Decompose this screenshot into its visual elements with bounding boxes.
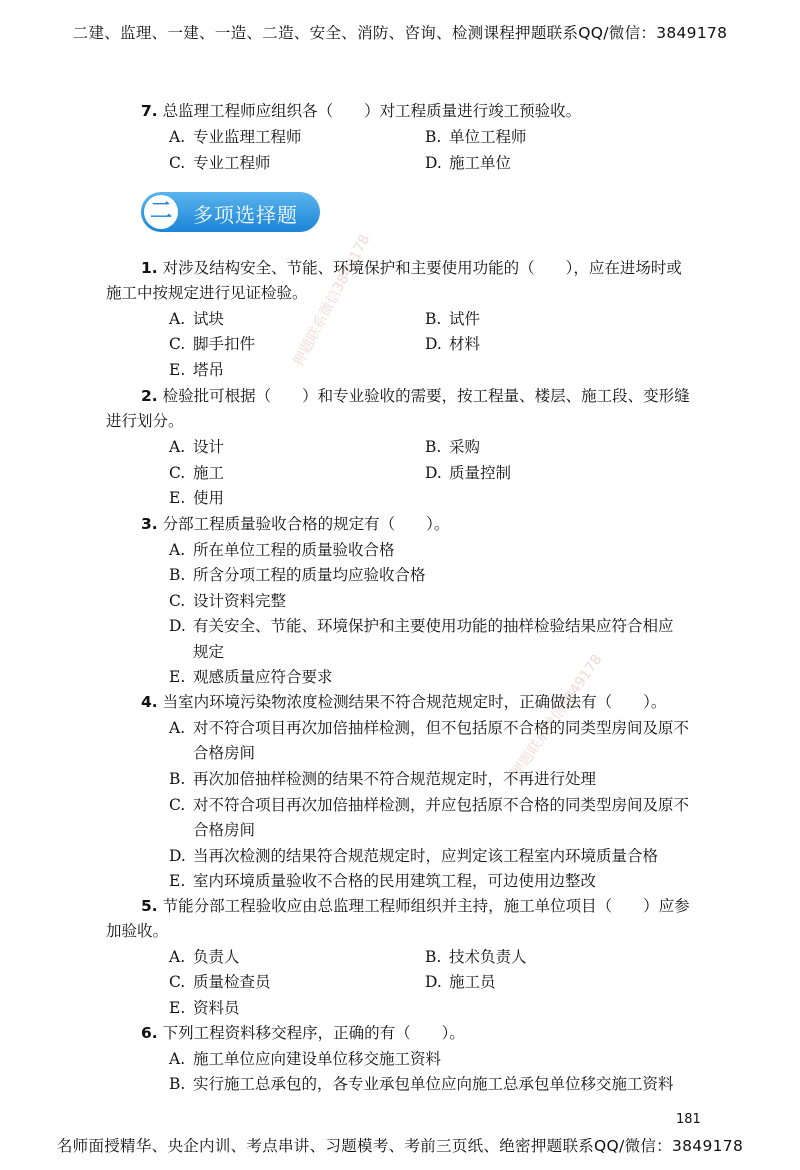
option-b: B. 再次加倍抽样检测的结果不符合规范规定时，不再进行处理 bbox=[169, 770, 597, 788]
question-7: 7. 总监理工程师应组织各（ ）对工程质量进行竣工预验收。 bbox=[141, 102, 582, 120]
option-a-continued: 合格房间 bbox=[193, 744, 256, 762]
question-text-continued: 进行划分。 bbox=[106, 412, 184, 430]
option-a: A. 施工单位应向建设单位移交施工资料 bbox=[169, 1050, 442, 1068]
question-6: 6. 下列工程资料移交程序，正确的有（ ）。 bbox=[141, 1024, 465, 1042]
page-number: 181 bbox=[676, 1112, 701, 1127]
question-text-continued: 加验收。 bbox=[106, 922, 169, 940]
question-text-continued: 施工中按规定进行见证检验。 bbox=[106, 284, 308, 302]
option-e: E. 室内环境质量验收不合格的民用建筑工程，可边使用边整改 bbox=[169, 872, 597, 890]
option-d: D. 质量控制 bbox=[425, 464, 512, 482]
option-a: A. 负责人 bbox=[169, 948, 240, 966]
option-c: C. 对不符合项目再次加倍抽样检测，并应包括原不合格的同类型房间及原不 bbox=[169, 796, 690, 814]
watermark: 押题联系微信3849178 bbox=[508, 651, 606, 781]
option-c: C. 质量检查员 bbox=[169, 973, 271, 991]
option-c-continued: 合格房间 bbox=[193, 821, 256, 839]
option-a: A. 试块 bbox=[169, 310, 225, 328]
option-c: C. 施工 bbox=[169, 464, 225, 482]
section-header bbox=[141, 192, 320, 232]
option-b: B. 试件 bbox=[425, 310, 481, 328]
option-d: D. 有关安全、节能、环境保护和主要使用功能的抽样检验结果应符合相应 bbox=[169, 617, 674, 635]
option-a: A. 专业监理工程师 bbox=[169, 128, 302, 146]
question-5: 5. 节能分部工程验收应由总监理工程师组织并主持，施工单位项目（ ）应参 bbox=[141, 897, 690, 915]
question-2: 2. 检验批可根据（ ）和专业验收的需要，按工程量、楼层、施工段、变形缝 bbox=[141, 387, 690, 405]
option-a: A. 对不符合项目再次加倍抽样检测，但不包括原不合格的同类型房间及原不 bbox=[169, 719, 690, 737]
question-3: 3. 分部工程质量验收合格的规定有（ ）。 bbox=[141, 515, 450, 533]
option-b: B. 实行施工总承包的，各专业承包单位应向施工总承包单位移交施工资料 bbox=[169, 1075, 674, 1093]
option-e: E. 观感质量应符合要求 bbox=[169, 668, 333, 686]
option-d-continued: 规定 bbox=[193, 643, 225, 661]
option-c: C. 设计资料完整 bbox=[169, 592, 287, 610]
question-1: 1. 对涉及结构安全、节能、环境保护和主要使用功能的（ ），应在进场时或 bbox=[141, 259, 682, 277]
page-header: 二建、监理、一建、一造、二造、安全、消防、咨询、检测课程押题联系QQ/微信：3849178 bbox=[72, 24, 728, 42]
option-e: E. 资料员 bbox=[169, 999, 240, 1017]
option-d: D. 施工员 bbox=[425, 973, 496, 991]
option-b: B. 采购 bbox=[425, 438, 481, 456]
option-e: E. 塔吊 bbox=[169, 361, 225, 379]
option-a: A. 设计 bbox=[169, 438, 225, 456]
question-text: 总监理工程师应组织各（ ）对工程质量进行竣工预验收。 bbox=[162, 102, 582, 120]
question-4: 4. 当室内环境污染物浓度检测结果不符合规范规定时，正确做法有（ ）。 bbox=[141, 693, 667, 711]
option-e: E. 使用 bbox=[169, 489, 225, 507]
option-a: A. 所在单位工程的质量验收合格 bbox=[169, 541, 395, 559]
option-d: D. 施工单位 bbox=[425, 154, 512, 172]
section-title: 多项选择题 bbox=[193, 203, 298, 227]
option-b: B. 所含分项工程的质量均应验收合格 bbox=[169, 566, 426, 584]
option-b: B. 单位工程师 bbox=[425, 128, 527, 146]
page-footer: 名师面授精华、央企内训、考点串讲、习题模考、考前三页纸、绝密押题联系QQ/微信：3849178 bbox=[56, 1137, 744, 1155]
option-b: B. 技术负责人 bbox=[425, 948, 527, 966]
option-d: D. 材料 bbox=[425, 335, 481, 353]
watermark: 押题联系微信3849178 bbox=[290, 232, 374, 369]
option-d: D. 当再次检测的结果符合规范规定时，应判定该工程室内环境质量合格 bbox=[169, 847, 659, 865]
section-number: 二 bbox=[144, 195, 178, 229]
option-c: C. 专业工程师 bbox=[169, 154, 271, 172]
option-c: C. 脚手扣件 bbox=[169, 335, 256, 353]
